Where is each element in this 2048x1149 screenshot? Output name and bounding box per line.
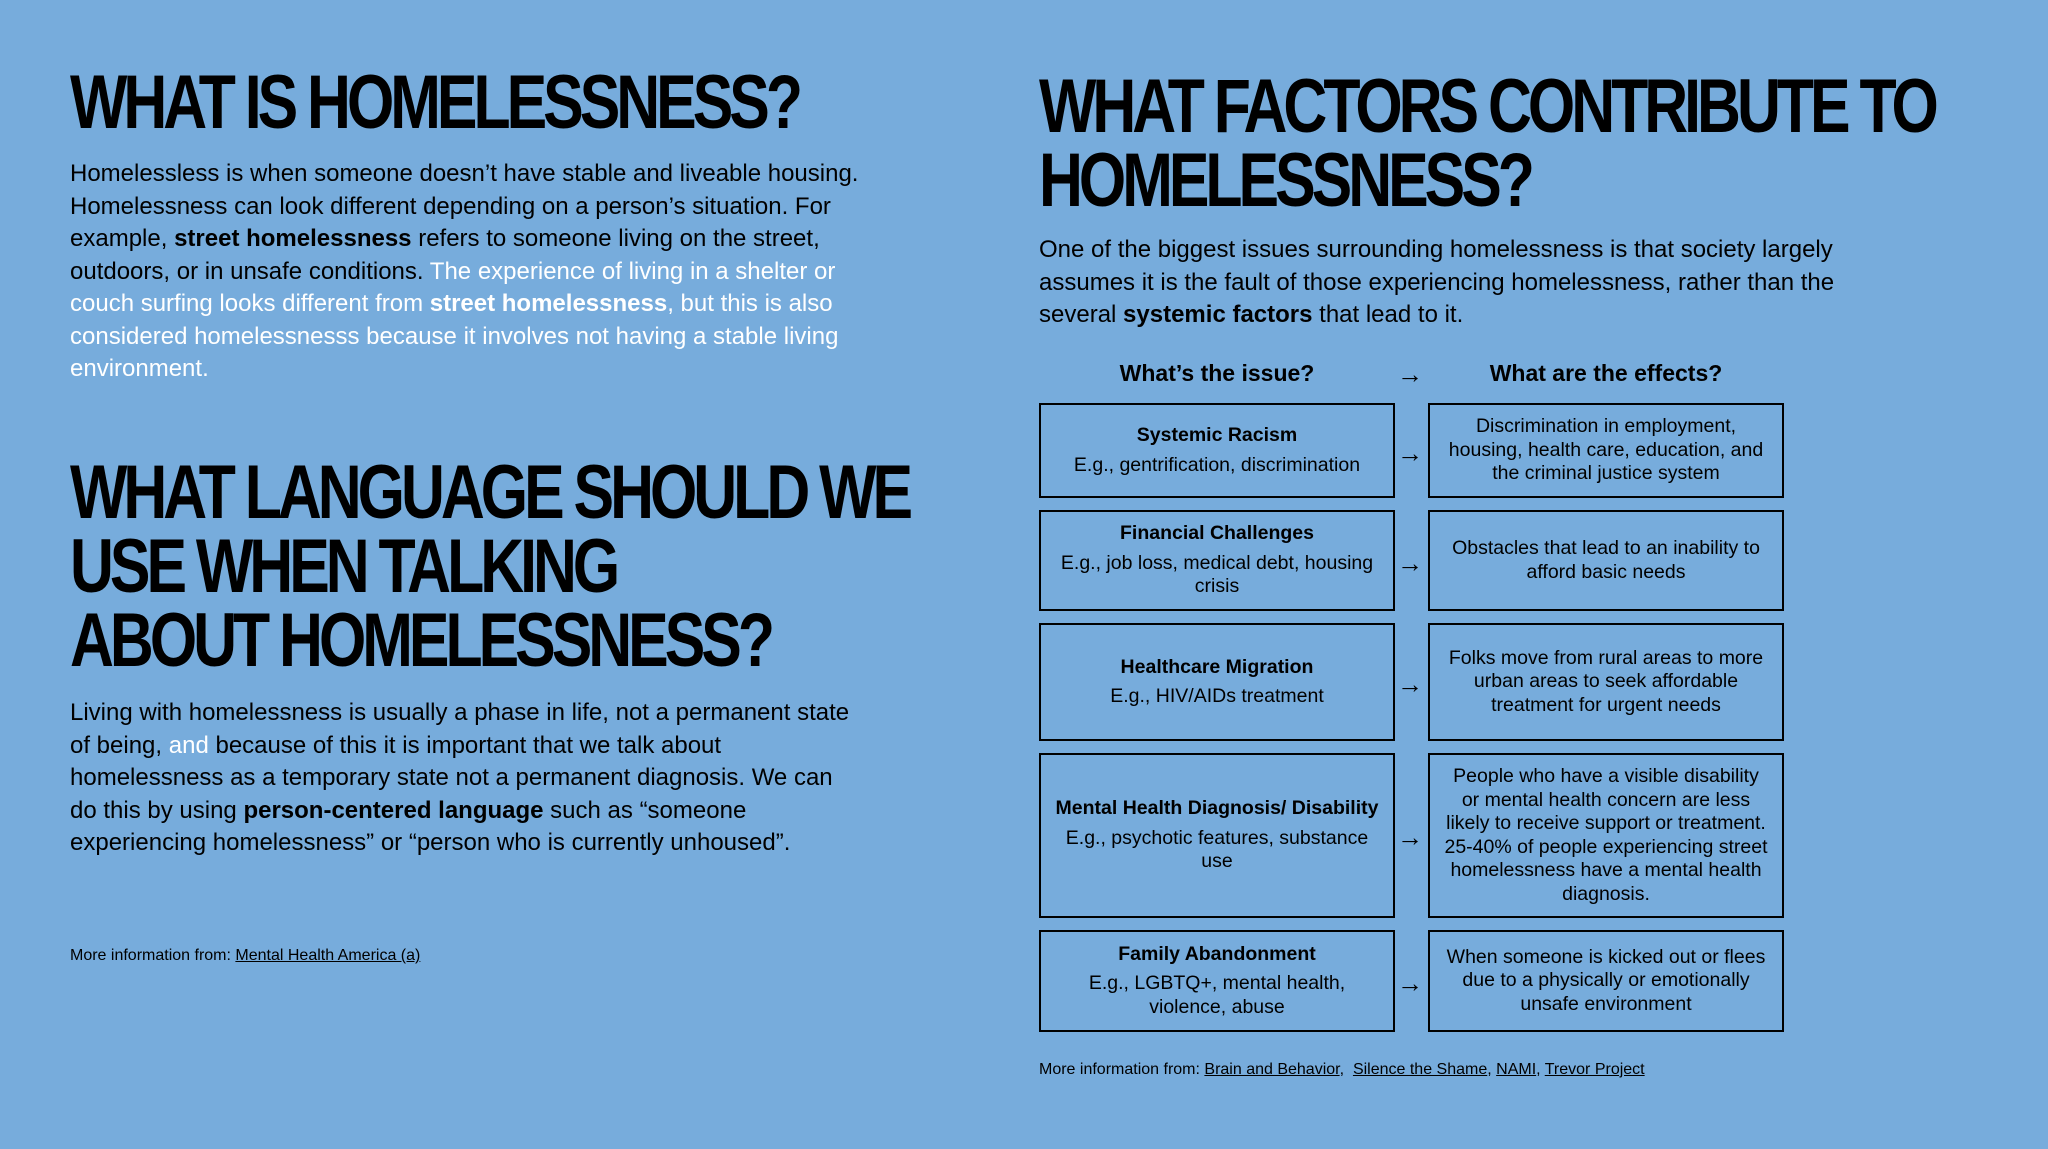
issue-box-healthcare-migration (1039, 623, 1395, 741)
text-highlight: The experience of living in a shelter or couch surfing looks different from (70, 257, 836, 317)
paragraph-language (70, 697, 850, 860)
separator: , (1536, 1061, 1545, 1078)
effect-box-mental-health (1428, 753, 1784, 918)
text-highlight: , but this is also considered homelessnesss because it involves not having a stable living environment. (70, 290, 839, 382)
text: such as “someone experiencing homelessness” or “person who is currently unhoused”. (70, 796, 791, 856)
arrow-icon: → (1397, 669, 1423, 699)
issue-title: Financial Challenges (1120, 522, 1314, 545)
issue-example: E.g., HIV/AIDs treatment (1110, 685, 1324, 707)
heading-what-factors (1039, 64, 1935, 223)
heading-line: WHAT LANGUAGE SHOULD WE (70, 450, 910, 535)
issue-title: Healthcare Migration (1120, 655, 1314, 678)
text: Living with homelessness is usually a phase in life, not a permanent state of being, (70, 699, 850, 759)
arrow-icon: → (1397, 438, 1423, 468)
source-link-trevor-project[interactable]: Trevor Project (1544, 1061, 1645, 1078)
source-right (1039, 1060, 1645, 1080)
source-label: More information from: (1039, 1061, 1205, 1078)
effect-text: Discrimination in employment, housing, health care, education, and the criminal justice system (1448, 415, 1764, 485)
text-highlight: and (168, 731, 209, 759)
paragraph-what-is-homelessness (70, 158, 885, 386)
arrow-icon: → (1397, 359, 1423, 389)
issue-example: E.g., psychotic features, substance use (1065, 826, 1369, 873)
text: One of the biggest issues surrounding homelessness is that society largely assumes it is the fault of those experiencing homelessness, rather than the several (1039, 236, 1835, 328)
issue-title: Mental Health Diagnosis/ Disability (1055, 797, 1379, 820)
column-header-effects: What are the effects? (1489, 360, 1723, 386)
source-link-mha[interactable]: Mental Health America (a) (235, 947, 421, 964)
heading-line: ABOUT HOMELESSNESS? (70, 598, 771, 683)
issue-title: Family Abandonment (1118, 942, 1316, 965)
separator: , (1487, 1061, 1497, 1078)
column-header-issue: What’s the issue? (1119, 360, 1315, 386)
source-link-brain-behavior[interactable]: Brain and Behavior (1204, 1061, 1340, 1078)
source-label: More information from: (70, 947, 236, 964)
source-link-silence-shame[interactable]: Silence the Shame (1352, 1061, 1488, 1078)
text: because of this it is important that we talk about homelessness as a temporary state not a permanent diagnosis. We can do this by using (70, 731, 833, 824)
issue-title: Systemic Racism (1136, 424, 1298, 446)
effect-text: Folks move from rural areas to more urban areas to seek affordable treatment for urgent needs (1448, 646, 1764, 716)
heading-line: USE WHEN TALKING (70, 524, 617, 609)
arrow-icon: → (1397, 548, 1423, 578)
text-bold: person-centered language (243, 796, 544, 824)
issue-example: E.g., gentrification, discrimination (1073, 453, 1361, 476)
heading-what-is-homelessness: WHAT IS HOMELESSNESS? (70, 60, 799, 145)
source-left (70, 946, 420, 966)
effect-text: When someone is kicked out or flees due to a physically or emotionally unsafe environment (1446, 945, 1766, 1015)
text: Homelessless is when someone doesn’t have stable and liveable housing. Homelessness can look different depending on a person’s situation. For example, (70, 160, 859, 252)
effect-box-financial-challenges (1428, 510, 1784, 611)
effect-text: People who have a visible disability or mental health concern are less likely to receive support or treatment. 25-40% of people experiencing street homelessness have a mental health diagnosis. (1444, 765, 1768, 905)
separator: , (1339, 1061, 1353, 1078)
issue-box-family-abandonment (1039, 930, 1395, 1032)
effect-box-systemic-racism (1428, 403, 1784, 498)
paragraph-factors-intro (1039, 234, 1839, 332)
text: refers to someone living on the street, outdoors, or in unsafe conditions. (70, 225, 820, 285)
effect-text: Obstacles that lead to an inability to afford basic needs (1452, 537, 1760, 583)
issue-box-mental-health (1039, 753, 1395, 918)
text-highlight-bold: street homelessness (429, 290, 668, 317)
heading-line: HOMELESSNESS? (1039, 138, 1531, 223)
issue-example: E.g., LGBTQ+, mental health, violence, abuse (1088, 972, 1346, 1018)
source-link-nami[interactable]: NAMI (1496, 1061, 1537, 1078)
issue-box-systemic-racism (1039, 403, 1395, 498)
heading-line: WHAT FACTORS CONTRIBUTE TO (1039, 64, 1935, 149)
text: that lead to it. (1312, 301, 1464, 328)
text-bold: street homelessness (174, 225, 412, 252)
heading-what-language (70, 450, 910, 683)
effect-box-healthcare-migration (1428, 623, 1784, 741)
issue-example: E.g., job loss, medical debt, housing crisis (1060, 551, 1374, 598)
text-bold: systemic factors (1123, 301, 1313, 328)
issue-box-financial-challenges (1039, 510, 1395, 611)
effect-box-family-abandonment (1428, 930, 1784, 1032)
arrow-icon: → (1397, 968, 1423, 998)
arrow-icon: → (1397, 822, 1423, 852)
